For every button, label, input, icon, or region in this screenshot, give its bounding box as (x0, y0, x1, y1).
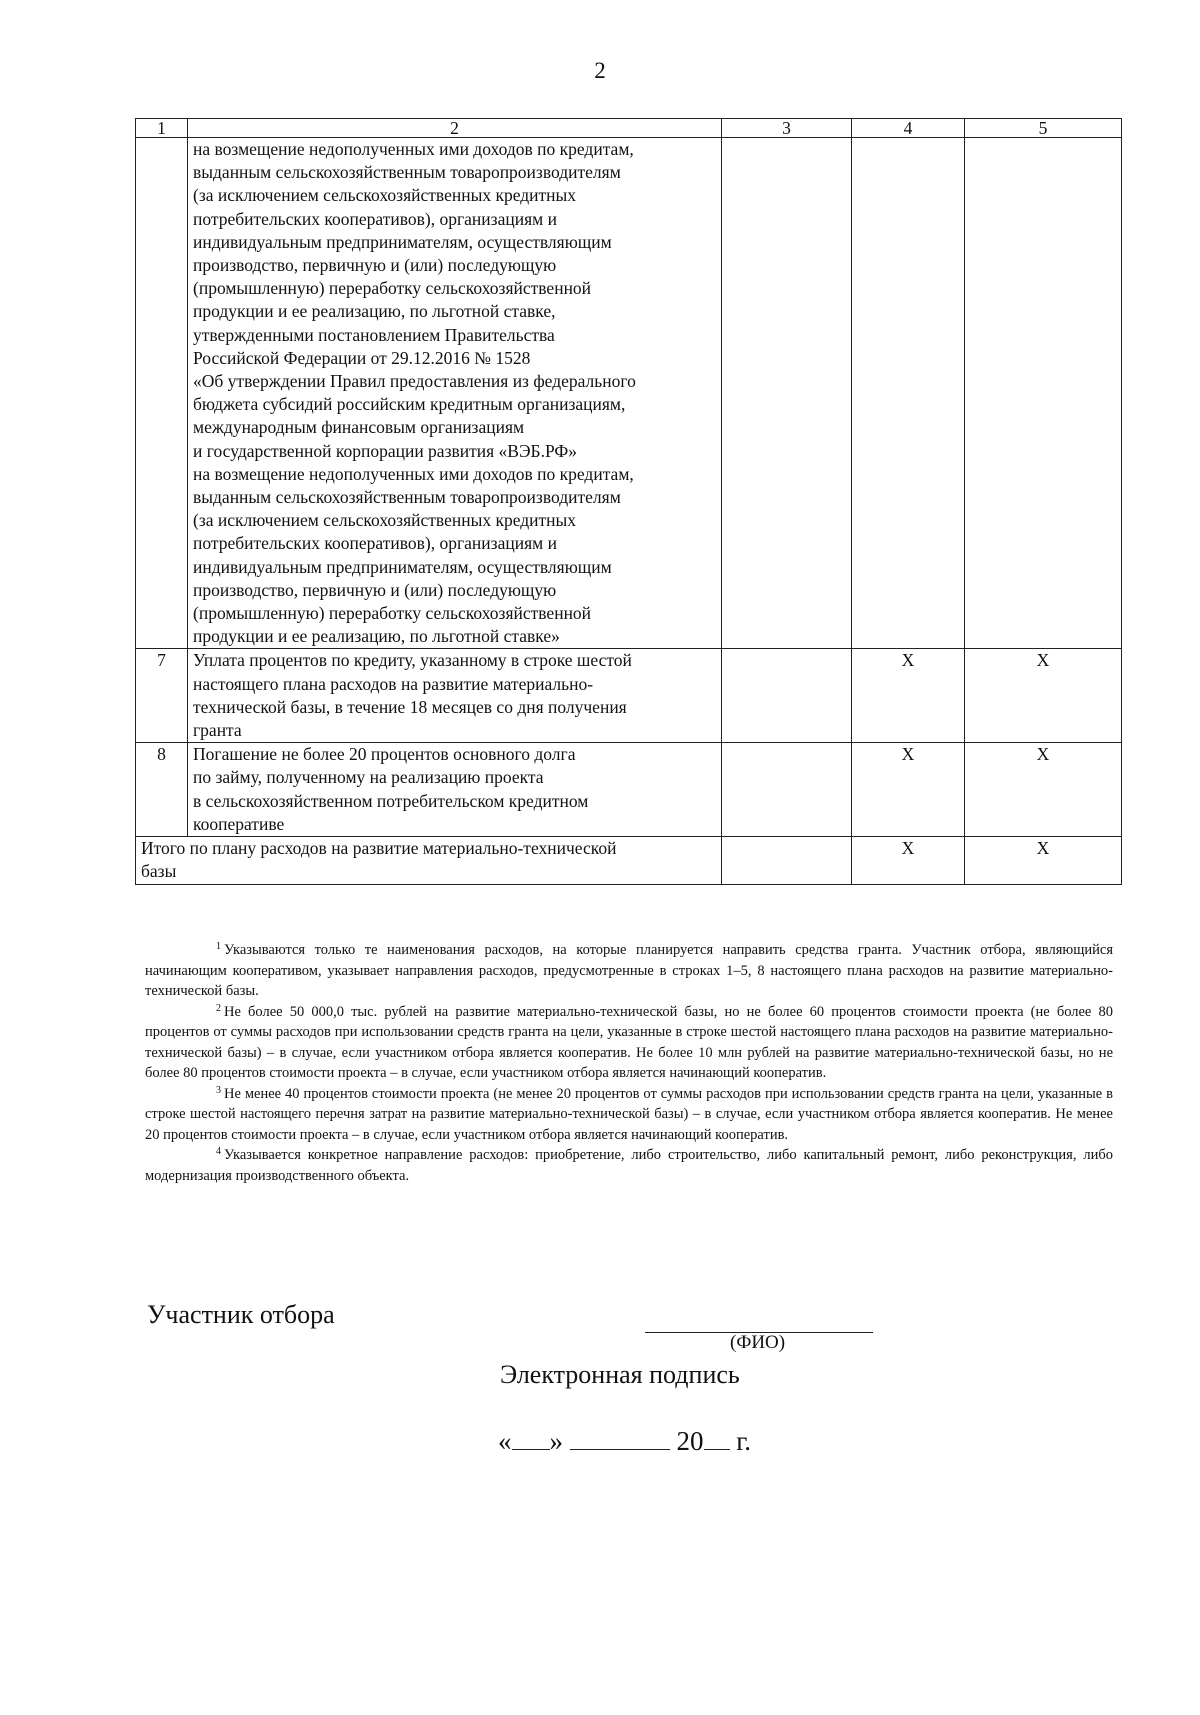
row-col5-cell: X (965, 743, 1122, 837)
year-blank (704, 1427, 730, 1450)
text-line: индивидуальным предпринимателям, осуществляющим (193, 556, 612, 577)
footnote-mark: 2 (216, 1002, 221, 1014)
text-line: (за исключением сельскохозяйственных кредитных (193, 185, 577, 206)
footnote-2 (145, 1002, 1113, 1084)
text-line: Итого по плану расходов на развитие материально-технической (141, 838, 617, 859)
footnote-4 (145, 1145, 1113, 1186)
row-num-cell (136, 138, 188, 649)
text-line: международным финансовым организациям (193, 417, 525, 438)
text-line: в сельскохозяйственном потребительском кредитном (193, 790, 589, 811)
participant-label: Участник отбора (147, 1300, 335, 1329)
electronic-signature-label: Электронная подпись (500, 1360, 740, 1389)
text-line: продукции и ее реализацию, по льготной ставке, (193, 301, 556, 322)
text-line: «Об утверждении Правил предоставления из федерального (193, 371, 636, 392)
header-col-4: 4 (852, 119, 965, 138)
footnote-text: Не более 50 000,0 тыс. рублей на развитие материально-технической базы, но не более 60 процентов стоимости проекта (не более 80 процентов от суммы расходов при использовании средств гранта на цели, указанные в строке шестой настоящего плана расходов на развитие материально-технической базы) – в случае, если участником отбора является кооператив. Не более 10 млн рублей на развитие материально-технической базы, но не более 80 процентов стоимости проекта – в случае, если участником отбора является начинающий кооператив. (145, 1003, 1113, 1081)
table-row-8 (136, 743, 1122, 837)
text-line: потребительских кооперативов), организациям и (193, 533, 557, 554)
text-line: потребительских кооперативов), организациям и (193, 208, 557, 229)
text-line: Уплата процентов по кредиту, указанному в строке шестой (193, 650, 632, 671)
fio-label: (ФИО) (730, 1332, 786, 1353)
total-label-cell (136, 837, 722, 884)
day-blank (512, 1427, 550, 1450)
row-col5-cell (965, 138, 1122, 649)
table-row-continuation (136, 138, 1122, 649)
row-num-cell: 8 (136, 743, 188, 837)
text-line: продукции и ее реализацию, по льготной ставке» (193, 626, 560, 647)
text-line: выданным сельскохозяйственным товаропроизводителям (193, 162, 621, 183)
text-line: на возмещение недополученных ими доходов по кредитам, (193, 139, 634, 159)
text-line: утвержденными постановлением Правительства (193, 324, 555, 345)
footnote-1 (145, 940, 1113, 1002)
row-col4-cell (852, 138, 965, 649)
text-line: выданным сельскохозяйственным товаропроизводителям (193, 487, 621, 508)
footnote-text: Указываются только те наименования расходов, на которые планируется направить средства гранта. Участник отбора, являющийся начинающим кооперативом, указывает направления расходов, предусмотренные в строках 1–5, 8 настоящего плана расходов на развитие материально-технической базы. (145, 942, 1113, 999)
table-row-7 (136, 649, 1122, 743)
row-text-cell (188, 649, 722, 743)
row-col3-cell (722, 138, 852, 649)
row-text-cell (188, 743, 722, 837)
total-col4-cell: X (852, 837, 965, 884)
month-blank (570, 1427, 670, 1450)
text-line: базы (141, 861, 177, 882)
date-line (498, 1426, 751, 1457)
text-line: (промышленную) переработку сельскохозяйственной (193, 603, 592, 624)
table-header-row (136, 119, 1122, 138)
year-suffix: г. (736, 1426, 752, 1456)
text-line: бюджета субсидий российским кредитным организациям, (193, 394, 626, 415)
row-text-cell (188, 138, 722, 649)
text-line: технической базы, в течение 18 месяцев со дня получения (193, 696, 627, 717)
row-col4-cell: X (852, 649, 965, 743)
header-col-1: 1 (136, 119, 188, 138)
row-col4-cell: X (852, 743, 965, 837)
header-col-5: 5 (965, 119, 1122, 138)
footnote-mark: 1 (216, 941, 221, 952)
page-number: 2 (594, 58, 606, 83)
text-line: по займу, полученному на реализацию проекта (193, 767, 544, 788)
footnote-text: Указывается конкретное направление расходов: приобретение, либо строительство, либо капитальный ремонт, либо реконструкция, либо модернизация производственного объекта. (145, 1147, 1113, 1184)
header-col-3: 3 (722, 119, 852, 138)
header-col-2: 2 (188, 119, 722, 138)
text-line: Погашение не более 20 процентов основного долга (193, 744, 576, 765)
text-line: на возмещение недополученных ими доходов по кредитам, (193, 463, 634, 484)
text-line: и государственной корпорации развития «ВЭБ.РФ» (193, 440, 577, 461)
footnote-text: Не менее 40 процентов стоимости проекта (не менее 20 процентов от суммы расходов при использовании средств гранта на цели, указанные в строке шестой настоящего перечня затрат на развитие материально-технической базы) – в случае, если участником отбора является кооператив. Не менее 20 процентов стоимости проекта – в случае, если участником отбора является начинающий кооператив. (145, 1085, 1113, 1143)
text-line: Российской Федерации от 29.12.2016 № 1528 (193, 347, 531, 368)
total-col5-cell: X (965, 837, 1122, 884)
text-line: индивидуальным предпринимателям, осуществляющим (193, 231, 612, 252)
row-col3-cell (722, 649, 852, 743)
date-close-quote: » (549, 1426, 563, 1456)
table-row-total (136, 837, 1122, 884)
year-prefix: 20 (676, 1426, 704, 1456)
footnote-3 (145, 1084, 1113, 1146)
footnotes (145, 940, 1113, 1186)
text-line: кооперативе (193, 813, 285, 834)
text-line: производство, первичную и (или) последующую (193, 579, 557, 600)
row-num-cell: 7 (136, 649, 188, 743)
footnote-mark: 3 (216, 1084, 221, 1096)
text-line: настоящего плана расходов на развитие материально- (193, 673, 594, 694)
text-line: (за исключением сельскохозяйственных кредитных (193, 510, 577, 531)
text-line: (промышленную) переработку сельскохозяйственной (193, 278, 592, 299)
row-col3-cell (722, 743, 852, 837)
footnote-mark: 4 (216, 1146, 221, 1157)
date-open-quote: « (498, 1426, 512, 1456)
row-col5-cell: X (965, 649, 1122, 743)
text-line: гранта (193, 720, 242, 741)
expense-plan-table (135, 118, 1122, 885)
total-col3-cell (722, 837, 852, 884)
text-line: производство, первичную и (или) последующую (193, 255, 557, 276)
